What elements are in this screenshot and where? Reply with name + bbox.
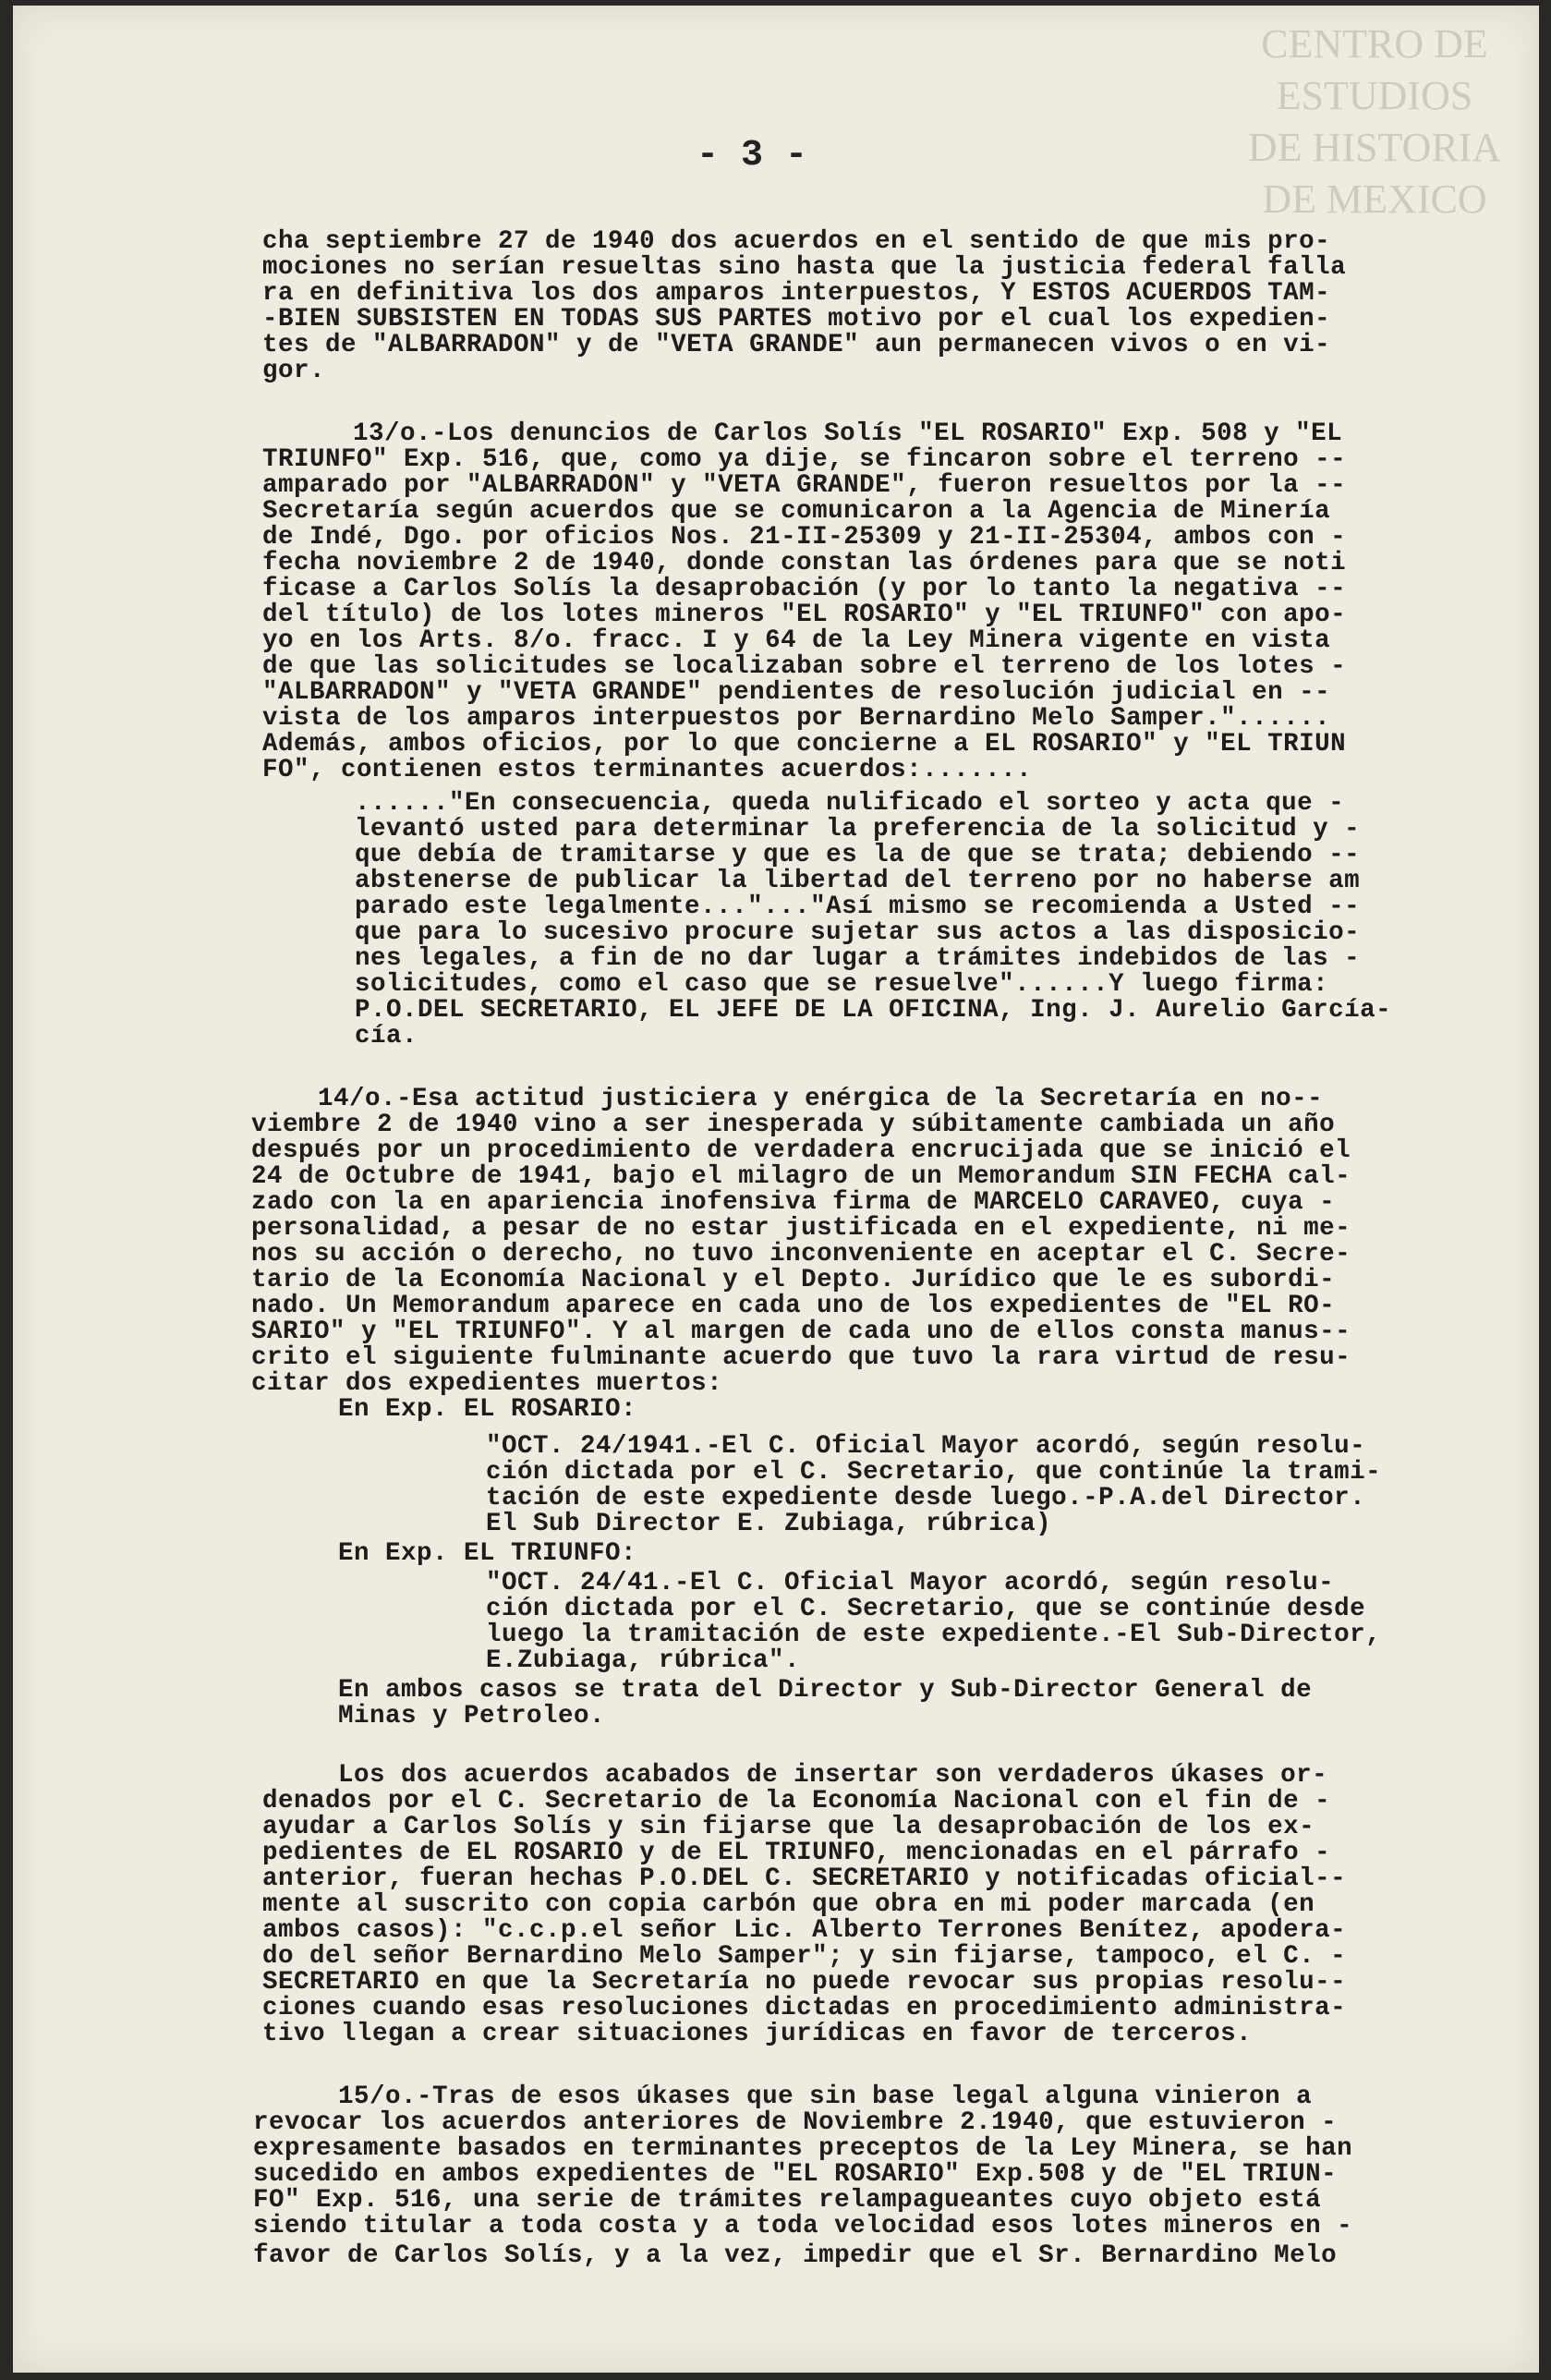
text-line: yo en los Arts. 8/o. fracc. I y 64 de la Ley Minera vigente en vista	[262, 626, 1331, 655]
text-line: amparado por "ALBARRADON" y "VETA GRANDE", fueron resueltos por la --	[262, 471, 1347, 500]
text-line: E.Zubiaga, rúbrica".	[486, 1646, 801, 1675]
text-line: Minas y Petroleo.	[338, 1702, 606, 1730]
watermark-line: CENTRO DE	[1261, 21, 1488, 67]
text-line: ra en definitiva los dos amparos interpuestos, Y ESTOS ACUERDOS TAM-	[262, 279, 1331, 308]
watermark-line: DE MEXICO	[1262, 176, 1487, 222]
text-line: ciones cuando esas resoluciones dictadas en procedimiento administra-	[262, 1994, 1347, 2022]
text-line: que debía de tramitarse y que es la de que se trata; debiendo --	[355, 841, 1361, 869]
text-line: SECRETARIO en que la Secretaría no puede revocar sus propias resolu--	[262, 1968, 1347, 1997]
text-line: ción dictada por el C. Secretario, que se continúe desde	[486, 1595, 1366, 1623]
text-line: P.O.DEL SECRETARIO, EL JEFE DE LA OFICINA, Ing. J. Aurelio García-	[355, 996, 1392, 1025]
text-line: SARIO" y "EL TRIUNFO". Y al margen de cada uno de ellos consta manus--	[251, 1318, 1351, 1346]
text-line: Los dos acuerdos acabados de insertar son verdaderos úkases or-	[338, 1761, 1328, 1790]
text-line: ambos casos): "c.c.p.el señor Lic. Alberto Terrones Benítez, apodera-	[262, 1916, 1347, 1945]
watermark-line: DE HISTORIA	[1247, 125, 1502, 170]
text-line: tario de la Economía Nacional y el Depto. Jurídico que le es subordi-	[251, 1266, 1336, 1294]
text-line: "OCT. 24/41.-El C. Oficial Mayor acordó, según resolu-	[486, 1569, 1335, 1597]
text-line: ción dictada por el C. Secretario, que continúe la trami-	[486, 1458, 1382, 1487]
text-line: viembre 2 de 1940 vino a ser inesperada y súbitamente cambiada un año	[251, 1111, 1336, 1139]
text-line: del título) de los lotes mineros "EL ROSARIO" y "EL TRIUNFO" con apo-	[262, 601, 1347, 629]
text-line: tes de "ALBARRADON" y de "VETA GRANDE" aun permanecen vivos o en vi-	[262, 331, 1331, 359]
text-line: 24 de Octubre de 1941, bajo el milagro de un Memorandum SIN FECHA cal-	[251, 1162, 1351, 1191]
text-line: vista de los amparos interpuestos por Bernardino Melo Samper."......	[262, 704, 1331, 733]
text-line: nes legales, a fin de no dar lugar a trámites indebidos de las -	[355, 944, 1361, 973]
text-line: ayudar a Carlos Solís y sin fijarse que la desaprobación de los ex-	[262, 1813, 1315, 1841]
text-line: nos su acción o derecho, no tuvo inconveniente en aceptar el C. Secre-	[251, 1240, 1351, 1269]
text-line: sucedido en ambos expedientes de "EL ROSARIO" Exp.508 y de "EL TRIUN-	[253, 2160, 1338, 2189]
archive-watermark	[1236, 18, 1513, 225]
text-line: 14/o.-Esa actitud justiciera y enérgica de la Secretaría en no--	[318, 1085, 1324, 1113]
text-line: de que las solicitudes se localizaban sobre el terreno de los lotes -	[262, 652, 1347, 681]
text-line: Secretaría según acuerdos que se comunicaron a la Agencia de Minería	[262, 497, 1331, 526]
text-line: solicitudes, como el caso que se resuelve"......Y luego firma:	[355, 970, 1329, 999]
text-line: pedientes de EL ROSARIO y de EL TRIUNFO, mencionadas en el párrafo -	[262, 1839, 1331, 1867]
text-line: FO" Exp. 516, una serie de trámites relampagueantes cuyo objeto está	[253, 2186, 1322, 2215]
text-line: denados por el C. Secretario de la Economía Nacional con el fin de -	[262, 1787, 1331, 1815]
text-line: tivo llegan a crear situaciones jurídicas en favor de terceros.	[262, 2020, 1253, 2048]
text-line: ficase a Carlos Solís la desaprobación (y por lo tanto la negativa --	[262, 575, 1347, 603]
text-line: fecha noviembre 2 de 1940, donde constan las órdenes para que se noti	[262, 549, 1347, 577]
text-line: 15/o.-Tras de esos úkases que sin base legal alguna vinieron a	[338, 2082, 1313, 2111]
text-line: levantó usted para determinar la preferencia de la solicitud y -	[355, 815, 1361, 844]
text-line: "ALBARRADON" y "VETA GRANDE" pendientes de resolución judicial en --	[262, 678, 1331, 707]
text-line: mociones no serían resueltas sino hasta que la justicia federal falla	[262, 253, 1347, 282]
text-line: revocar los acuerdos anteriores de Noviembre 2.1940, que estuvieron -	[253, 2108, 1338, 2137]
text-line: crito el siguiente fulminante acuerdo que tuvo la rara virtud de resu-	[251, 1343, 1351, 1372]
text-line: luego la tramitación de este expediente.-El Sub-Director,	[486, 1621, 1382, 1649]
text-line: después por un procedimiento de verdadera encrucijada que se inició el	[251, 1136, 1351, 1165]
text-line: que para lo sucesivo procure sujetar sus actos a las disposicio-	[355, 918, 1361, 947]
text-line: nado. Un Memorandum aparece en cada uno de los expedientes de "EL RO-	[251, 1292, 1336, 1320]
text-line: de Indé, Dgo. por oficios Nos. 21-II-25309 y 21-II-25304, ambos con -	[262, 523, 1347, 552]
text-line: favor de Carlos Solís, y a la vez, impedir que el Sr. Bernardino Melo	[253, 2241, 1338, 2270]
text-line: -BIEN SUBSISTEN EN TODAS SUS PARTES motivo por el cual los expedien-	[262, 305, 1331, 334]
text-line: En Exp. EL TRIUNFO:	[338, 1539, 637, 1568]
text-line: TRIUNFO" Exp. 516, que, como ya dije, se fincaron sobre el terreno --	[262, 445, 1347, 474]
text-line: do del señor Bernardino Melo Samper"; y sin fijarse, tampoco, el C. -	[262, 1942, 1347, 1971]
text-line: parado este legalmente..."..."Así mismo se recomienda a Usted --	[355, 892, 1361, 921]
text-line: Además, ambos oficios, por lo que concierne a EL ROSARIO" y "EL TRIUN	[262, 730, 1347, 759]
text-line: El Sub Director E. Zubiaga, rúbrica)	[486, 1510, 1052, 1538]
text-line: anterior, fueran hechas P.O.DEL C. SECRETARIO y notificadas oficial--	[262, 1864, 1347, 1893]
text-line: expresamente basados en terminantes preceptos de la Ley Minera, se han	[253, 2134, 1353, 2163]
document-page	[13, 6, 1539, 2373]
page-number: - 3 -	[697, 135, 808, 176]
text-line: cía.	[355, 1022, 418, 1050]
text-line: personalidad, a pesar de no estar justificada en el expediente, ni me-	[251, 1214, 1351, 1243]
text-line: "OCT. 24/1941.-El C. Oficial Mayor acordó, según resolu-	[486, 1432, 1366, 1461]
text-line: 13/o.-Los denuncios de Carlos Solís "EL ROSARIO" Exp. 508 y "EL	[353, 419, 1343, 448]
text-line: FO", contienen estos terminantes acuerdos:.......	[262, 756, 1033, 784]
text-line: cha septiembre 27 de 1940 dos acuerdos en el sentido de que mis pro-	[262, 227, 1331, 256]
text-line: tación de este expediente desde luego.-P.A.del Director.	[486, 1484, 1366, 1512]
text-line: zado con la en apariencia inofensiva firma de MARCELO CARAVEO, cuya -	[251, 1188, 1336, 1217]
text-line: citar dos expedientes muertos:	[251, 1369, 723, 1398]
text-line: ......"En consecuencia, queda nulificado el sorteo y acta que -	[355, 789, 1345, 818]
text-line: mente al suscrito con copia carbón que obra en mi poder marcada (en	[262, 1890, 1315, 1919]
text-line: En Exp. EL ROSARIO:	[338, 1395, 637, 1424]
text-line: En ambos casos se trata del Director y Sub-Director General de	[338, 1676, 1313, 1705]
text-line: gor.	[262, 357, 326, 385]
watermark-line: ESTUDIOS	[1276, 73, 1473, 118]
text-line: abstenerse de publicar la libertad del terreno por no haberse am	[355, 867, 1361, 895]
text-line: siendo titular a toda costa y a toda velocidad esos lotes mineros en -	[253, 2212, 1353, 2240]
